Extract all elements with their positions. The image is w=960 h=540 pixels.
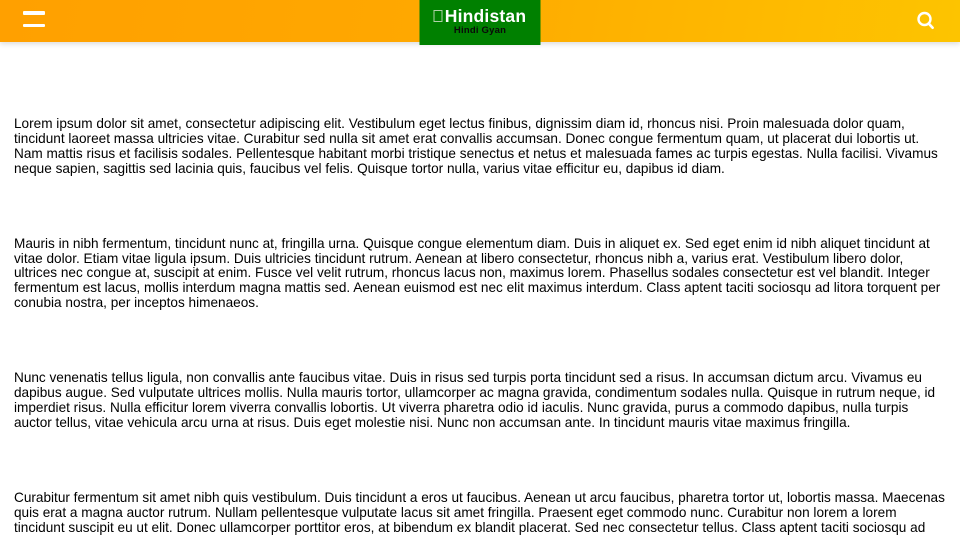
menu-button[interactable]	[23, 11, 45, 27]
header	[0, 0, 960, 42]
logo-title-row	[420, 6, 541, 26]
site-subtitle: Hindi Gyan	[453, 25, 507, 36]
search-icon	[914, 9, 938, 33]
paragraph: Lorem ipsum dolor sit amet, consectetur adipiscing elit. Vestibulum eget lectus finibus, dignissim diam id, rhoncus nisi. Proin malesuada dolor quam, tincidunt laoreet massa ultricies vitae. Curabitur sed nulla sit amet erat convallis accumsan. Donec congue fermentum quam, ut placerat dui lobortis ut. Nam mattis risus et facilisis sodales. Pellentesque habitant morbi tristique senectus et netus et malesuada fames ac turpis egestas. Nulla facilisi. Vivamus neque sapien, sagittis sed lacinia quis, faucibus vel felis. Quisque tortor nulla, varius vitae efficitur eu, dapibus id diam.	[14, 116, 938, 176]
hamburger-bar	[23, 24, 45, 28]
paragraph: Mauris in nibh fermentum, tincidunt nunc at, fringilla urna. Quisque congue elementum diam. Duis in aliquet ex. Sed eget enim id nibh aliquet tincidunt at vitae dolor. Etiam vitae ligula ipsum. Duis ultricies tincidunt rutrum. Aenean at libero consectetur, rhoncus nibh a, varius erat. Vestibulum libero dolor, ultrices nec congue at, suscipit at enim. Fusce vel velit rutrum, rhoncus lacus non, maximus lorem. Phasellus sodales consectetur est vel blandit. Integer fermentum est lacus, mollis interdum magna mattis sed. Aenean euismod est nec elit maximus interdum. Class aptent taciti sociosqu ad litora torquent per conubia nostra, per inceptos himenaeos.	[14, 235, 941, 311]
hamburger-bar	[23, 11, 45, 15]
missing-glyph-icon	[434, 10, 443, 22]
site-title: Hindistan	[444, 6, 527, 26]
search-button[interactable]	[914, 9, 938, 33]
paragraph: Curabitur fermentum sit amet nibh quis vestibulum. Duis tincidunt a eros ut faucibus. Aenean ut arcu faucibus, pharetra tortor ut, lobortis massa. Maecenas quis erat a magna auctor rutrum. Nullam pellentesque vulputate lacus sit amet fringilla. Praesent eget commodo nunc. Curabitur non lorem a lorem tincidunt suscipit eu ut elit. Donec ullamcorper porttitor eros, at bibendum ex blandit placerat. Sed nec consectetur tellus. Class aptent taciti sociosqu ad	[14, 489, 945, 535]
article-body	[0, 42, 960, 536]
paragraph: Nunc venenatis tellus ligula, non convallis ante faucibus vitae. Duis in risus sed turpis porta tincidunt sed a risus. In accumsan dictum arcu. Vivamus eu dapibus augue. Sed vulputate ultrices mollis. Nulla mauris tortor, ullamcorper ac magna gravida, condimentum sodales nulla. Quisque in rutrum neque, id imperdiet risus. Nulla efficitur lorem viverra convallis lobortis. Ut viverra pharetra odio id iaculis. Nunc gravida, purus a commodo dapibus, nulla turpis auctor tellus, vitae vehicula arcu urna at risus. Duis eget molestie nisi. Nunc non accumsan ante. In tincidunt mauris vitae maximus fringilla.	[14, 370, 936, 430]
site-logo[interactable]	[420, 0, 541, 45]
